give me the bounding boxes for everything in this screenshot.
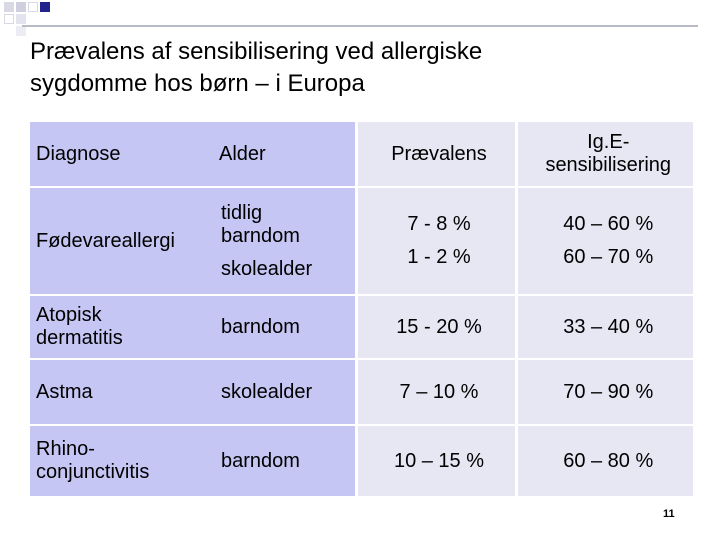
header-alder: Alder	[213, 122, 356, 187]
cell-line: tidlig	[221, 201, 263, 224]
slide-title	[30, 36, 690, 100]
page-number: 11	[663, 508, 675, 520]
deco-square	[40, 2, 50, 12]
cell-ige	[516, 359, 693, 425]
deco-square	[16, 2, 26, 12]
table-row	[30, 295, 693, 359]
header-praevalens: Prævalens	[356, 122, 516, 187]
deco-square	[4, 2, 14, 12]
corner-decoration	[0, 0, 60, 40]
cell-praevalens	[356, 359, 516, 425]
cell-line: 60 – 70 %	[563, 246, 654, 268]
cell-line: 7 - 8 %	[407, 213, 471, 235]
cell-alder	[213, 187, 356, 295]
cell-line: barndom	[221, 224, 300, 247]
deco-square	[28, 2, 38, 12]
cell-line: 60 – 80 %	[563, 449, 654, 472]
title-line: sygdomme hos børn – i Europa	[30, 70, 365, 97]
cell-line: skolealder	[221, 257, 313, 280]
header-ige-line: Ig.E-	[587, 131, 630, 153]
prevalence-table	[30, 122, 693, 496]
cell-line: 33 – 40 %	[563, 315, 654, 338]
cell-line: 40 – 60 %	[563, 213, 654, 235]
cell-line: Atopisk	[36, 304, 102, 326]
cell-praevalens	[356, 425, 516, 496]
cell-diagnose	[30, 359, 213, 425]
cell-diagnose	[30, 187, 213, 295]
deco-square	[16, 14, 26, 24]
cell-diagnose	[30, 425, 213, 496]
header-rule	[22, 25, 698, 27]
table-row	[30, 187, 693, 295]
header-ige-line: sensibilisering	[545, 154, 672, 176]
title-line: Prævalens af sensibilisering ved allergiske	[30, 38, 483, 65]
cell-line: Astma	[36, 380, 93, 403]
cell-line: 10 – 15 %	[393, 449, 485, 472]
cell-line: 70 – 90 %	[563, 380, 654, 403]
cell-line: barndom	[221, 449, 300, 472]
deco-square	[4, 14, 14, 24]
cell-ige	[516, 425, 693, 496]
cell-praevalens	[356, 295, 516, 359]
cell-praevalens	[356, 187, 516, 295]
table-header-row	[30, 122, 693, 187]
cell-alder	[213, 425, 356, 496]
cell-line: 1 - 2 %	[407, 246, 471, 268]
cell-line: Fødevareallergi	[36, 229, 175, 252]
cell-line: dermatitis	[36, 327, 123, 349]
cell-line: 15 - 20 %	[396, 315, 482, 338]
cell-line: 7 – 10 %	[399, 380, 479, 403]
cell-ige	[516, 295, 693, 359]
cell-alder	[213, 359, 356, 425]
cell-line: barndom	[221, 315, 300, 338]
cell-alder	[213, 295, 356, 359]
header-diagnose: Diagnose	[30, 122, 213, 187]
table-row	[30, 359, 693, 425]
cell-ige	[516, 187, 693, 295]
cell-diagnose	[30, 295, 213, 359]
cell-line: skolealder	[221, 380, 313, 403]
header-ige	[516, 122, 693, 187]
cell-line: conjunctivitis	[36, 461, 150, 483]
table-row	[30, 425, 693, 496]
deco-square	[16, 26, 26, 36]
cell-line: Rhino-	[36, 438, 95, 460]
